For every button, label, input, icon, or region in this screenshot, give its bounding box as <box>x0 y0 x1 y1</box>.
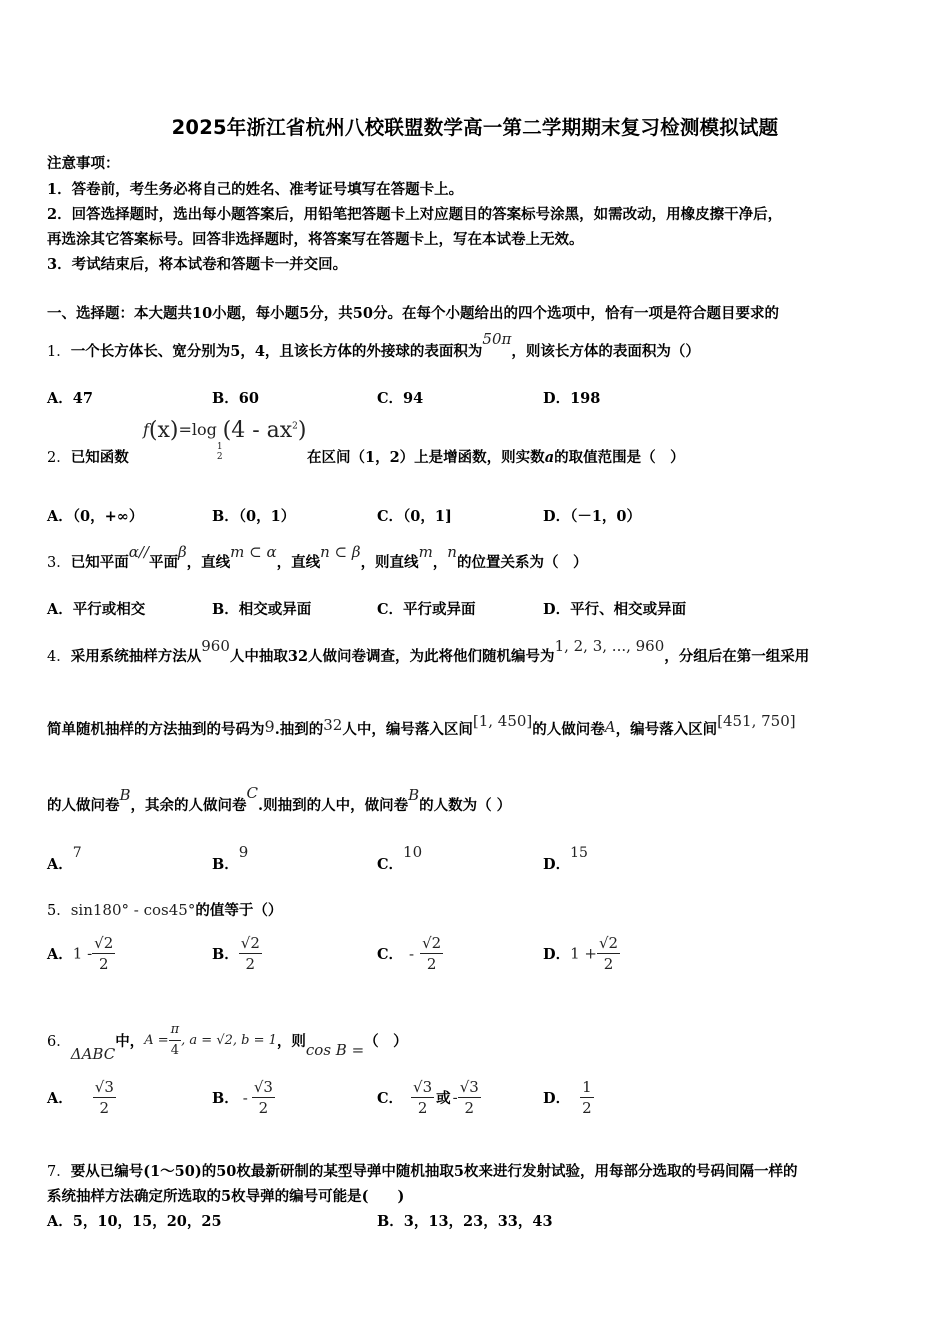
q1-option-d[interactable]: D．198 <box>543 390 601 407</box>
question-6: 6．ΔABC中，A = $\frac{\pi}{4}$ , a = √2, b = 1，则cos B =（ ） <box>47 1022 408 1063</box>
q4-option-b[interactable]: B．9 <box>212 843 249 873</box>
section-heading: 一、选择题：本大题共10小题，每小题5分，共50分。在每个小题给出的四个选项中，恰有一项是符合题目要求的 <box>47 305 779 322</box>
q4-option-c[interactable]: C．10 <box>377 843 423 873</box>
q7-option-b[interactable]: B．3，13，23，33，43 <box>377 1213 553 1230</box>
notice-line-2a: 2．回答选择题时，选出每小题答案后，用铅笔把答题卡上对应题目的答案标号涂黑，如需改动，用橡皮擦干净后， <box>47 206 783 223</box>
q3-option-d[interactable]: D．平行、相交或异面 <box>543 601 687 618</box>
question-3: 3．已知平面α//平面β，直线m ⊂ α，直线n ⊂ β，则直线m，n的位置关系为（ ） <box>47 543 588 571</box>
q1-math: 50π <box>482 330 512 348</box>
question-2-lead: 2．已知函数 <box>47 449 129 466</box>
question-5: 5．sin180° - cos45°的值等于（） <box>47 901 283 919</box>
q5-option-a[interactable]: A．1 - $\frac{√2}{2}$ <box>47 934 114 973</box>
q6-option-d[interactable]: D． $\frac{1}{2}$ <box>543 1078 592 1117</box>
q6-option-a[interactable]: A． $\frac{√3}{2}$ <box>47 1078 114 1117</box>
notice-line-2b: 再选涂其它答案标号。回答非选择题时，将答案写在答题卡上，写在本试卷上无效。 <box>47 231 584 248</box>
q1-option-b[interactable]: B．60 <box>212 390 259 407</box>
q3-option-b[interactable]: B．相交或异面 <box>212 601 312 618</box>
q2-function-formula: f(x)=log 1 2 $(4 - ax^2)$ <box>143 418 307 462</box>
notice-line-3: 3．考试结束后，将本试卷和答题卡一并交回。 <box>47 256 348 273</box>
q1-text-b: ，则该长方体的表面积为（） <box>511 343 700 360</box>
question-4-line-2: 简单随机抽样的方法抽到的号码为9.抽到的32人中，编号落入区间[1, 450]的人做问卷A，编号落入区间[451, 750] <box>47 712 796 738</box>
notice-heading: 注意事项： <box>47 155 120 172</box>
notice-line-1: 1．答卷前，考生务必将自己的姓名、准考证号填写在答题卡上。 <box>47 181 464 198</box>
q4-option-d[interactable]: D．15 <box>543 845 588 873</box>
q2-option-c[interactable]: C．（0，1] <box>377 508 452 525</box>
question-2-tail: 在区间（1，2）上是增函数，则实数a的取值范围是（ ） <box>307 449 685 466</box>
question-1 <box>47 330 700 361</box>
q5-option-c[interactable]: C． - $\frac{√2}{2}$ <box>377 934 442 973</box>
q5-option-b[interactable]: B． $\frac{√2}{2}$ <box>212 934 260 973</box>
question-4-line-3: 的人做问卷B，其余的人做问卷C.则抽到的人中，做问卷B的人数为（ ） <box>47 784 512 814</box>
page-title: 2025年浙江省杭州八校联盟数学高一第二学期期末复习检测模拟试题 <box>171 116 779 139</box>
q6-option-b[interactable]: B． - $\frac{√3}{2}$ <box>212 1078 273 1117</box>
q7-option-a[interactable]: A．5，10，15，20，25 <box>47 1213 222 1230</box>
q3-option-c[interactable]: C．平行或异面 <box>377 601 476 618</box>
q1-number: 1． <box>47 344 71 360</box>
question-7-line-2: 系统抽样方法确定所选取的5枚导弹的编号可能是( ) <box>47 1188 405 1205</box>
q2-option-a[interactable]: A．（0，+∞） <box>47 508 144 525</box>
q5-option-d[interactable]: D．1 + $\frac{√2}{2}$ <box>543 934 619 973</box>
question-4-line-1: 4．采用系统抽样方法从960人中抽取32人做问卷调查，为此将他们随机编号为1, 2, 3, ..., 960，分组后在第一组采用 <box>47 637 810 665</box>
q2-option-d[interactable]: D．（－1，0） <box>543 508 642 525</box>
question-7-line-1: 7．要从已编号(1～50)的50枚最新研制的某型导弹中随机抽取5枚来进行发射试验，用每部分选取的号码间隔一样的 <box>47 1163 798 1180</box>
q1-option-a[interactable]: A．47 <box>47 390 93 407</box>
q3-option-a[interactable]: A．平行或相交 <box>47 601 146 618</box>
q1-text-a: 一个长方体长、宽分别为5，4，且该长方体的外接球的表面积为 <box>70 343 483 360</box>
q1-option-c[interactable]: C．94 <box>377 390 424 407</box>
q2-option-b[interactable]: B．（0，1） <box>212 508 296 525</box>
q6-option-c[interactable]: C． $\frac{√3}{2}$ 或 - $\frac{√3}{2}$ <box>377 1078 479 1117</box>
q4-option-a[interactable]: A．7 <box>47 845 82 873</box>
